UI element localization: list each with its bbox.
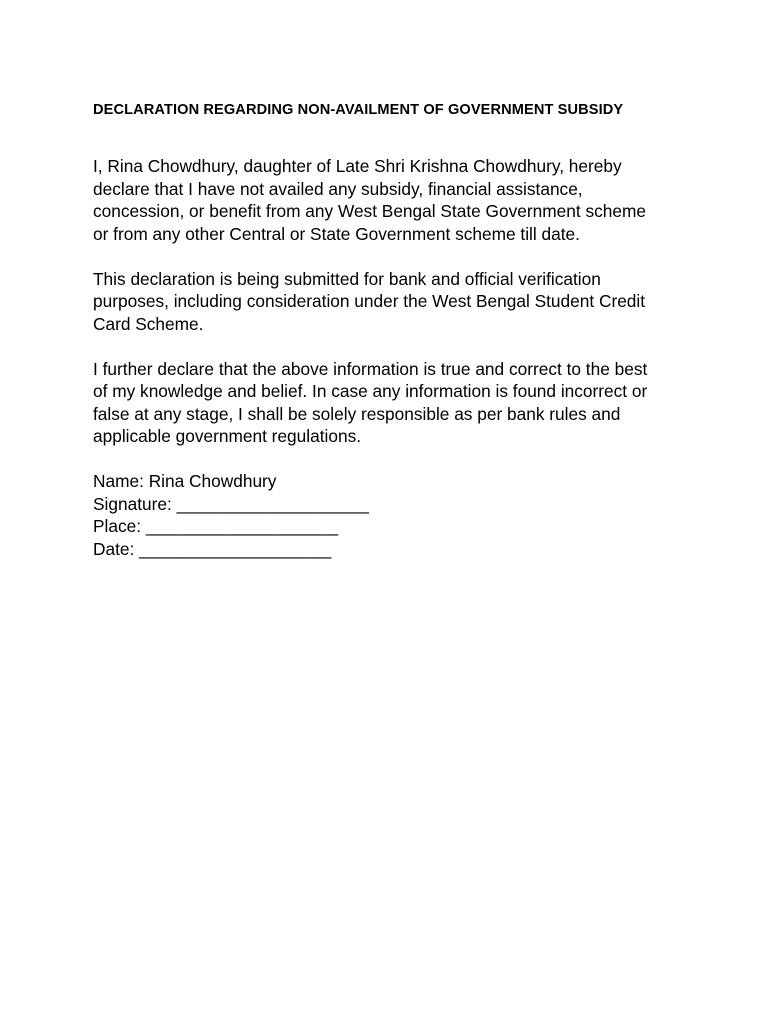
name-field: Name: Rina Chowdhury xyxy=(93,471,277,491)
declaration-document xyxy=(93,100,693,560)
document-title: DECLARATION REGARDING NON-AVAILMENT OF GOVERNMENT SUBSIDY xyxy=(93,102,624,118)
paragraph-line: purposes, including consideration under the West Bengal Student Credit xyxy=(93,291,646,311)
paragraph-line: false at any stage, I shall be solely responsible as per bank rules and xyxy=(93,403,621,424)
paragraph-line: concession, or benefit from any West Bengal State Government scheme xyxy=(93,201,646,221)
signature-field: Signature: ____________________ xyxy=(93,493,369,514)
paragraph-purpose xyxy=(93,268,693,336)
paragraph-line: I, Rina Chowdhury, daughter of Late Shri Krishna Chowdhury, hereby xyxy=(93,156,622,176)
paragraph-line: applicable government regulations. xyxy=(93,426,362,446)
paragraph-line: Card Scheme. xyxy=(93,313,204,334)
paragraph-affirmation xyxy=(93,358,693,448)
date-field: Date: ____________________ xyxy=(93,538,332,559)
paragraph-line: This declaration is being submitted for bank and official verification xyxy=(93,268,601,289)
signature-block xyxy=(93,470,693,560)
paragraph-line: I further declare that the above information is true and correct to the best xyxy=(93,358,648,379)
paragraph-line: or from any other Central or State Government scheme till date. xyxy=(93,223,580,244)
place-field: Place: ____________________ xyxy=(93,516,339,536)
paragraph-line: declare that I have not availed any subsidy, financial assistance, xyxy=(93,178,583,199)
paragraph-declaration xyxy=(93,155,693,245)
paragraph-line: of my knowledge and belief. In case any information is found incorrect or xyxy=(93,381,648,401)
